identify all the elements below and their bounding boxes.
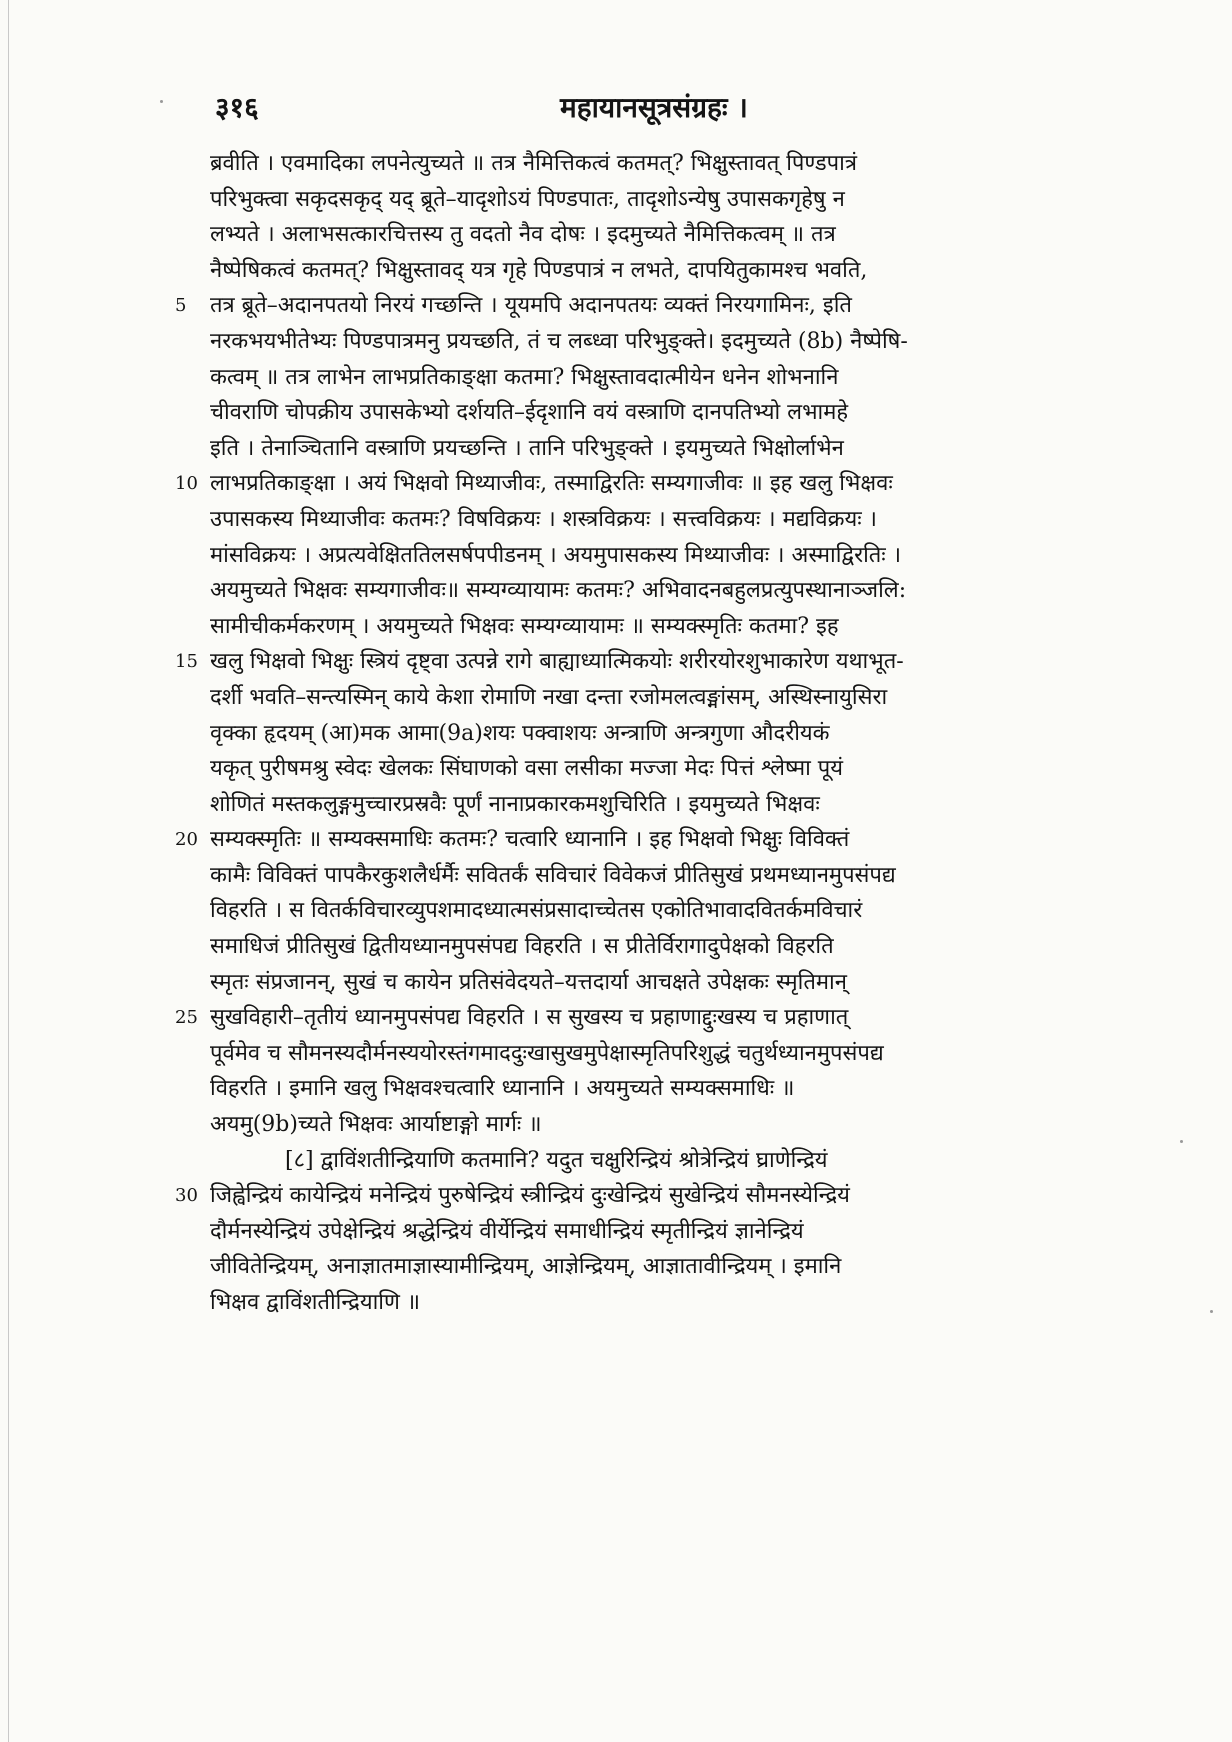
- line-text: सुखविहारी–तृतीयं ध्यानमुपसंपद्य विहरति । स सुखस्य च प्रहाणाद्दुःखस्य च प्रहाणात्: [210, 1005, 849, 1031]
- line-text: शोणितं मस्तकलुङ्गमुच्चारप्रस्रवैः पूर्णं नानाप्रकारकमशुचिरिति । इयमुच्यते भिक्षवः: [210, 791, 820, 817]
- text-line: [0, 182, 1232, 218]
- text-line: [0, 1214, 1232, 1250]
- line-text: चीवराणि चोपक्रीय उपासकेभ्यो दर्शयति–ईदृशानि वयं वस्त्राणि दानपतिभ्यो लभामहे: [210, 400, 849, 426]
- line-number: 30: [175, 1185, 198, 1207]
- line-text: तत्र ब्रूते–अदानपतयो निरयं गच्छन्ति । यूयमपि अदानपतयः व्यक्तं निरयगामिनः, इति: [210, 293, 852, 319]
- line-text: लाभप्रतिकाङ्क्षा । अयं भिक्षवो मिथ्याजीवः, तस्माद्विरतिः सम्यगाजीवः ॥ इह खलु भिक्षवः: [210, 471, 893, 497]
- line-text: अयमु(9b)च्यते भिक्षवः आर्याष्टाङ्गो मार्गः ॥: [210, 1112, 542, 1138]
- line-number: 10: [175, 473, 198, 495]
- text-line: [0, 431, 1232, 467]
- line-number: 25: [175, 1007, 198, 1029]
- line-text: अयमुच्यते भिक्षवः सम्यगाजीवः॥ सम्यग्व्यायामः कतमः? अभिवादनबहुलप्रत्युपस्थानाञ्जलि:: [210, 578, 907, 604]
- text-line: [0, 538, 1232, 574]
- line-number: 5: [175, 295, 187, 317]
- line-text: विहरति । इमानि खलु भिक्षवश्चत्वारि ध्यानानि । अयमुच्यते सम्यक्समाधिः ॥: [210, 1076, 795, 1102]
- line-number: 15: [175, 651, 198, 673]
- text-line: [0, 395, 1232, 431]
- text-line: [0, 1285, 1232, 1321]
- text-line: [0, 965, 1232, 1001]
- line-text: लभ्यते । अलाभसत्कारचित्तस्य तु वदतो नैव दोषः । इदमुच्यते नैमित्तिकत्वम् ॥ तत्र: [210, 222, 836, 248]
- text-line: [0, 1178, 1232, 1214]
- line-text: जीवितेन्द्रियम्, अनाज्ञातमाज्ञास्यामीन्द्रियम्, आज्ञेन्द्रियम्, आज्ञातावीन्द्रियम् । इमानि: [210, 1254, 842, 1280]
- text-line: [0, 680, 1232, 716]
- text-line: [0, 716, 1232, 752]
- text-line: [0, 324, 1232, 360]
- text-line: [0, 1249, 1232, 1285]
- line-text: पूर्वमेव च सौमनस्यदौर्मनस्ययोरस्तंगमाददुःखासुखमुपेक्षास्मृतिपरिशुद्धं चतुर्थध्यानमुपसंपद्य: [210, 1040, 884, 1066]
- text-line: [0, 609, 1232, 645]
- line-text: ब्रवीति । एवमादिका लपनेत्युच्यते ॥ तत्र नैमित्तिकत्वं कतमत्? भिक्षुस्तावत् पिण्डपात्रं: [210, 151, 857, 176]
- line-text: इति । तेनाञ्चितानि वस्त्राणि प्रयच्छन्ति । तानि परिभुङ्क्ते । इयमुच्यते भिक्षोर्लाभेन: [210, 435, 844, 461]
- line-text: कामैः विविक्तं पापकैरकुशलैर्धर्मैः सवितर्कं सविचारं विवेकजं प्रीतिसुखं प्रथमध्यानमुपसंपद्य: [210, 862, 896, 888]
- line-text: जिह्वेन्द्रियं कायेन्द्रियं मनेन्द्रियं पुरुषेन्द्रियं स्त्रीन्द्रियं दुःखेन्द्रियं सुखेन्द्रियं सौमनस्येन्द्रियं: [210, 1183, 850, 1209]
- running-title: महायानसूत्रसंग्रहः ।: [560, 91, 748, 124]
- page-header: [0, 88, 1232, 128]
- text-line: [0, 1000, 1232, 1036]
- text-line: [0, 1071, 1232, 1107]
- line-number: 20: [175, 829, 198, 851]
- line-text: खलु भिक्षवो भिक्षुः स्त्रियं दृष्ट्वा उत्पन्ने रागे बाह्याध्यात्मिकयोः शरीरयोरशुभाकारेण यथाभूत-: [210, 649, 904, 675]
- text-line: [0, 146, 1232, 182]
- text-line: [0, 466, 1232, 502]
- text-line: [0, 1107, 1232, 1143]
- text-line: [0, 502, 1232, 538]
- line-text: दौर्मनस्येन्द्रियं उपेक्षेन्द्रियं श्रद्धेन्द्रियं वीर्येन्द्रियं समाधीन्द्रियं स्मृतीन्द्रियं ज्ञानेन्द्रियं: [210, 1218, 804, 1244]
- text-line: [0, 1036, 1232, 1072]
- text-line: [0, 929, 1232, 965]
- text-line: [0, 893, 1232, 929]
- scan-speck: [160, 100, 163, 103]
- text-line: [0, 573, 1232, 609]
- text-line: [0, 822, 1232, 858]
- line-text: विहरति । स वितर्कविचारव्युपशमादध्यात्मसंप्रसादाच्चेतस एकोतिभावादवितर्कमविचारं: [210, 898, 863, 924]
- line-text: यकृत् पुरीषमश्रु स्वेदः खेलकः सिंघाणको वसा लसीका मज्जा मेदः पित्तं श्लेष्मा पूयं: [210, 756, 844, 782]
- body-text: [0, 146, 1232, 1321]
- text-line: [0, 787, 1232, 823]
- line-text: कत्वम् ॥ तत्र लाभेन लाभप्रतिकाङ्क्षा कतमा? भिक्षुस्तावदात्मीयेन धनेन शोभनानि: [210, 364, 839, 390]
- text-line: [0, 253, 1232, 289]
- text-line: [0, 217, 1232, 253]
- line-text: मांसविक्रयः । अप्रत्यवेक्षिततिलसर्षपपीडनम् । अयमुपासकस्य मिथ्याजीवः । अस्माद्विरतिः ।: [210, 542, 902, 568]
- line-text: वृक्का हृदयम् (आ)मक आमा(9a)शयः पक्वाशयः अन्त्राणि अन्त्रगुणा औदरीयकं: [210, 720, 830, 746]
- text-line: [0, 751, 1232, 787]
- line-text: दर्शी भवति–सन्त्यस्मिन् काये केशा रोमाणि नखा दन्ता रजोमलत्वङ्मांसम्, अस्थिस्नायुसिरा: [210, 684, 888, 710]
- scan-speck: [1210, 1310, 1213, 1313]
- line-text: नैष्पेषिकत्वं कतमत्? भिक्षुस्तावद् यत्र गृहे पिण्डपात्रं न लभते, दापयितुकामश्च भवति,: [210, 257, 868, 283]
- line-text: नरकभयभीतेभ्यः पिण्डपात्रमनु प्रयच्छति, तं च लब्ध्वा परिभुङ्क्ते। इदमुच्यते (8b) नैष्पेषि-: [210, 328, 908, 354]
- text-line: [0, 858, 1232, 894]
- line-text: परिभुक्त्वा सकृदसकृद् यद् ब्रूते–यादृशोऽयं पिण्डपातः, तादृशोऽन्येषु उपासकगृहेषु न: [210, 186, 845, 212]
- text-line: [0, 644, 1232, 680]
- line-text: सम्यक्स्मृतिः ॥ सम्यक्समाधिः कतमः? चत्वारि ध्यानानि । इह भिक्षवो भिक्षुः विविक्तं: [210, 827, 850, 853]
- line-text: [८] द्वाविंशतीन्द्रियाणि कतमानि? यदुत चक्षुरिन्द्रियं श्रोत्रेन्द्रियं घ्राणेन्द्रियं: [285, 1147, 828, 1173]
- scan-speck: [1180, 1140, 1183, 1143]
- text-line: [0, 1143, 1232, 1179]
- line-text: स्मृतः संप्रजानन्, सुखं च कायेन प्रतिसंवेदयते–यत्तदार्या आचक्षते उपेक्षकः स्मृतिमान्: [210, 969, 847, 995]
- line-text: उपासकस्य मिथ्याजीवः कतमः? विषविक्रयः । शस्त्रविक्रयः । सत्त्वविक्रयः । मद्यविक्रयः ।: [210, 506, 877, 532]
- page-number: ३१६: [215, 91, 259, 124]
- text-line: [0, 288, 1232, 324]
- line-text: सामीचीकर्मकरणम् । अयमुच्यते भिक्षवः सम्यग्व्यायामः ॥ सम्यक्स्मृतिः कतमा? इह: [210, 613, 839, 639]
- text-line: [0, 360, 1232, 396]
- line-text: समाधिजं प्रीतिसुखं द्वितीयध्यानमुपसंपद्य विहरति । स प्रीतेर्विरागादुपेक्षको विहरति: [210, 934, 834, 960]
- line-text: भिक्षव द्वाविंशतीन्द्रियाणि ॥: [210, 1290, 421, 1315]
